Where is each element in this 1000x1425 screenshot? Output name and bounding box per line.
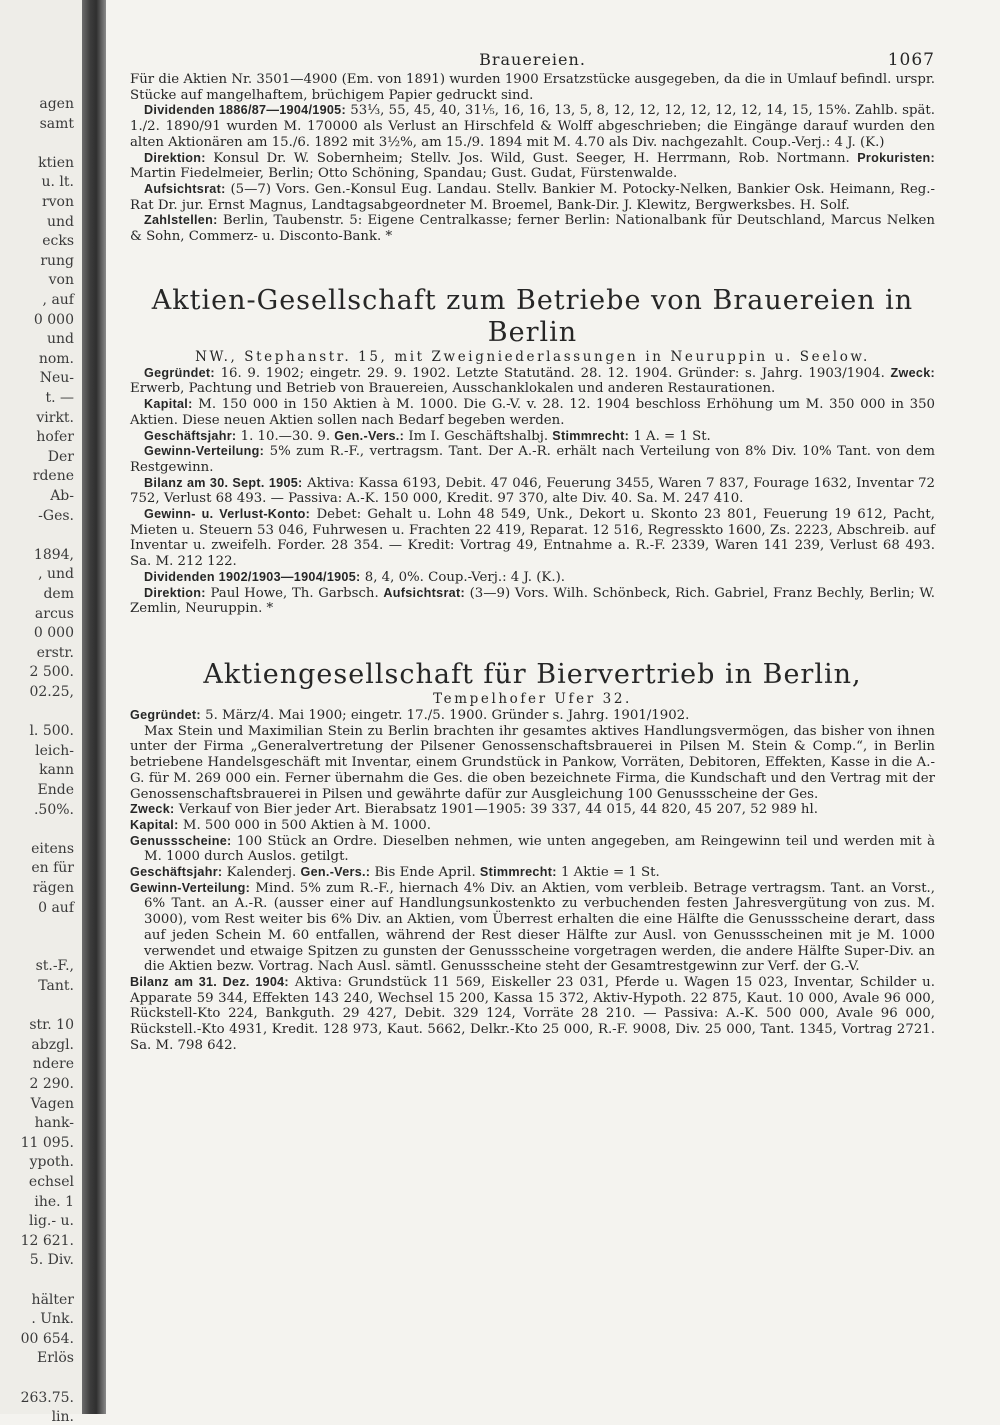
- direktion-text: Paul Howe, Th. Garbsch.: [210, 585, 379, 601]
- bilanz-text: Aktiva: Grundstück 11 569, Eiskeller 23 031, Pferde u. Wagen 15 023, Inventar, Schilder u. Apparate 59 344, Effekten 143 240, Wechsel 15 200, Kassa 15 372, Aktiv-Hypoth. 22 875, Kaut. 10 000, Avale 96 000, Rückstell-Kto 224, Bankguth. 29 427, Debit. 329 124, Vorräte 28 210. — Passiva: A.-K. 500 000, Avale 96 000, Rückstell.-Kto 4931, Kredit. 128 973, Kaut. 5662, Delkr.-Kto 25 000, R.-F. 9008, Div. 25 000, Tant. 1345, Vortrag 2721. Sa. M. 798 642.: [130, 974, 935, 1053]
- kapital-label: Kapital:: [144, 397, 193, 412]
- margin-fragment: -Ges.: [38, 507, 74, 524]
- genussscheine-label: Genussscheine:: [130, 833, 232, 848]
- genussscheine-text: 100 Stück an Ordre. Dieselben nehmen, wie unten angegeben, am Reingewinn teil und werden mit à M. 1000 durch Auslos. getilgt.: [144, 833, 935, 865]
- gegruendet-label: Gegründet:: [144, 365, 215, 380]
- aufsichtsrat-text: (5—7) Vors. Gen.-Konsul Eug. Landau. Stellv. Bankier M. Potocky-Nelken, Bankier Osk. Heimann, Reg.-Rat Dr. jur. Ernst Magnus, Landtagsabgeordneter M. Broemel, Bank-Dir. J. Klewitz, Bergwerksbes. H. Solf.: [130, 181, 936, 213]
- running-head: [130, 50, 935, 72]
- margin-fragment: hank-: [34, 1115, 74, 1132]
- margin-fragment: 0 000: [33, 625, 74, 642]
- margin-fragment: ktien: [38, 154, 74, 171]
- genvers-text: Bis Ende April.: [374, 865, 476, 881]
- direktion-text: Konsul Dr. W. Sobernheim; Stellv. Jos. Wild, Gust. Seeger, H. Herrmann, Rob. Nortmann.: [213, 150, 850, 166]
- margin-fragment: 12 621.: [20, 1232, 74, 1249]
- margin-fragment: 0 000: [33, 311, 74, 328]
- margin-fragment: t. —: [45, 390, 74, 406]
- margin-fragment: lig.- u.: [28, 1213, 74, 1230]
- company-address: NW., Stephanstr. 15, mit Zweigniederlassungen in Neuruppin u. Seelow.: [195, 348, 870, 365]
- gewinnverteilung-text: 5% zum R.-F., vertragsm. Tant. Der A.-R. erhält nach Verteilung von 8% Div. 10% Tant. von dem Restgewinn.: [130, 444, 936, 475]
- margin-fragment: rdene: [32, 468, 74, 485]
- margin-fragment: 2 500.: [29, 664, 74, 681]
- margin-fragment: Neu-: [39, 370, 74, 387]
- previous-entry-continuation: [130, 72, 935, 245]
- margin-fragment: , auf: [42, 292, 74, 308]
- margin-fragment: dem: [43, 586, 74, 602]
- aufsichtsrat-label: Aufsichtsrat:: [144, 181, 226, 196]
- dividenden-text: 8, 4, 0%. Coup.-Verj.: 4 J. (K.).: [364, 569, 566, 585]
- margin-fragment: Ab-: [50, 488, 74, 504]
- margin-fragment: .50%.: [33, 801, 74, 818]
- company-address: Tempelhofer Ufer 32.: [433, 690, 632, 707]
- gegruendet-entry: [130, 708, 935, 724]
- gewinnverteilung-label: Gewinn-Verteilung:: [130, 880, 251, 895]
- zahlstellen-label: Zahlstellen:: [144, 213, 218, 228]
- margin-fragment: ypoth.: [29, 1154, 74, 1171]
- bilanz-text: Aktiva: Kassa 6193, Debit. 47 046, Feuerung 3455, Waren 7 837, Fourage 1632, Inventar 72 752, Verlust 68 493. — Passiva: A.-K. 150 000, Kredit. 97 370, alte Div. 40. Sa. M. 247 410.: [130, 475, 935, 507]
- guv-text: Debet: Gehalt u. Lohn 48 549, Unk., Dekort u. Skonto 23 801, Feuerung 19 612, Pacht, Mieten u. Steuern 53 046, Fuhrwesen u. Frachten 22 419, Reparat. 12 516, Regresskto 1600, Zs. 2223, Abschreib. auf Inventar u. zweifelh. Forder. 28 354. — Kredit: Vortrag 49, Entnahme a. R.-F. 2339, Waren 141 239, Verlust 68 493. Sa. M. 212 122.: [130, 507, 935, 570]
- margin-fragment: hälter: [31, 1291, 74, 1308]
- aufsichtsrat-text: (3—9) Vors. Wilh. Schönbeck, Rich. Gabriel, Franz Bechly, Berlin; W. Zemlin, Neuruppin. *: [130, 585, 935, 617]
- margin-fragment: rvon: [41, 194, 74, 210]
- kapital-text: M. 500 000 in 500 Aktien à M. 1000.: [182, 817, 431, 833]
- zweck-text: Erwerb, Pachtung und Betrieb von Brauereien, Ausschanklokalen und anderen Restaurationen.: [130, 381, 776, 397]
- margin-fragment: 263.75.: [20, 1389, 74, 1406]
- direktion-entry: [130, 151, 935, 182]
- left-page-bleed: [0, 0, 82, 1425]
- margin-fragment: ndere: [32, 1056, 74, 1073]
- gegruendet-text: 5. März/4. Mai 1900; eingetr. 17./5. 1900. Gründer s. Jahrg. 1901/1902.: [205, 707, 690, 723]
- zahlstellen-text: Berlin, Taubenstr. 5: Eigene Centralkasse; ferner Berlin: Nationalbank für Deutschland, Marcus Nelken & Sohn, Commerz- u. Disconto-Bank. *: [130, 213, 935, 245]
- margin-fragment: 5. Div.: [29, 1252, 74, 1269]
- margin-fragment: ecks: [42, 233, 74, 250]
- geschaeftsjahr-label: Geschäftsjahr:: [144, 428, 237, 443]
- geschaeftsjahr-entry: [130, 865, 935, 881]
- margin-fragment: Tant.: [38, 978, 74, 994]
- margin-fragment: str. 10: [29, 1017, 74, 1034]
- margin-fragment: st.-F.,: [35, 958, 74, 975]
- gegruendet-entry: [130, 366, 935, 397]
- intro-paragraph: Max Stein und Maximilian Stein zu Berlin brachten ihr gesamtes aktives Handlungsvermögen, das bisher von ihnen unter der Firma „Generalvertretung der Pilsener Genossenschaftsbrauerei in Pilsen M. Stein & Comp.“, in Berlin betriebene Handelsgeschäft mit Inventar, einem Grundstück in Pankow, Vorräten, Debitoren, Effekten, Kasse in die A.-G. für M. 269 000 ein. Ferner übernahm die Ges. die oben bezeichnete Firma, die Kundschaft und den Vertrag mit der Genossenschaftsbrauerei in Pilsen und gewährte dafür zur Ausgleichung 100 Genussscheine der Ges.: [130, 723, 935, 802]
- genvers-text: Im I. Geschäftshalbj.: [408, 428, 549, 444]
- margin-fragment: , und: [38, 566, 74, 583]
- margin-fragment: 11 095.: [20, 1134, 74, 1151]
- margin-fragment: Vagen: [30, 1095, 74, 1112]
- margin-fragment: eitens: [31, 840, 74, 857]
- company-entry-brauereien-berlin: [130, 285, 935, 617]
- zweck-text: Verkauf von Bier jeder Art. Bierabsatz 1901—1905: 39 337, 44 015, 44 820, 45 207, 52 989 hl.: [178, 802, 818, 818]
- aufsichtsrat-label: Aufsichtsrat:: [383, 585, 465, 600]
- gewinnverteilung-entry: [130, 444, 935, 475]
- aufsichtsrat-entry: [130, 182, 935, 213]
- guv-label: Gewinn- u. Verlust-Konto:: [144, 507, 311, 522]
- zweck-entry: [130, 802, 935, 818]
- geschaeftsjahr-text: 1. 10.—30. 9.: [240, 428, 331, 444]
- page-number: 1067: [887, 50, 935, 70]
- page: [130, 50, 935, 1053]
- bilanz-entry: [130, 476, 935, 507]
- gewinnverteilung-entry: [130, 881, 935, 975]
- margin-fragment: virkt.: [36, 409, 74, 426]
- margin-fragment: leich-: [35, 742, 74, 759]
- genvers-label: Gen.-Vers.:: [300, 865, 371, 880]
- margin-fragment: 0 auf: [38, 899, 74, 916]
- kapital-entry: [130, 397, 935, 428]
- margin-fragment: 02.25,: [29, 684, 74, 700]
- margin-fragment: 00 654.: [20, 1330, 74, 1347]
- margin-fragment: ihe. 1: [34, 1193, 74, 1210]
- genussscheine-entry: [130, 834, 935, 865]
- margin-fragment: nom.: [38, 350, 74, 367]
- margin-fragment: rägen: [32, 880, 74, 896]
- kapital-label: Kapital:: [130, 817, 179, 832]
- geschaeftsjahr-label: Geschäftsjahr:: [130, 865, 223, 880]
- margin-fragment: und: [47, 213, 74, 230]
- gewinnverteilung-text: Mind. 5% zum R.-F., hiernach 4% Div. an Aktien, vom verbleib. Betrage vertragsm. Tant. an Vorst., 6% Tant. an A.-R. (ausser einer auf Handlungsunkostenkto zu verbuchenden festen Jahresvergütung von zus. M. 3000), vom Rest weiter bis 6% Div. an Aktien, vom Überrest erhalten die eine Hälfte die Genussscheine derart, dass auf jeden Schein M. 60 entfallen, während der Rest dieser Hälfte zur Ausl. von Genussscheinen mit je M. 1000 verwendet und etwaige Spitzen zu gunsten der Genussscheine vorgetragen werden, die andere Hälfte Super-Div. an die Aktien bezw. Vortrag. Nach Ausl. sämtl. Genussscheine steht der Gesamtrestgewinn zur Verf. der G.-V.: [144, 880, 935, 975]
- direktion-entry: [130, 586, 935, 617]
- aktien-note: Für die Aktien Nr. 3501—4900 (Em. von 1891) wurden 1900 Ersatzstücke ausgegeben, da die in Umlauf befindl. urspr. Stücke auf mangelhaftem, brüchigem Papier gedruckt sind.: [130, 72, 935, 103]
- gewinnverteilung-label: Gewinn-Verteilung:: [144, 444, 265, 459]
- margin-fragment: erstr.: [36, 644, 74, 661]
- margin-fragment: rung: [40, 252, 74, 269]
- stimmrecht-label: Stimmrecht:: [479, 865, 557, 880]
- company-title: Aktien-Gesellschaft zum Betriebe von Brauereien in Berlin: [151, 284, 914, 348]
- gegruendet-label: Gegründet:: [130, 707, 201, 722]
- margin-fragment: agen: [39, 96, 74, 112]
- gegruendet-text: 16. 9. 1902; eingetr. 29. 9. 1902. Letzte Statutänd. 28. 12. 1904. Gründer: s. Jahrg. 1903/1904.: [220, 365, 885, 381]
- zahlstellen-entry: [130, 213, 935, 244]
- direktion-label: Direktion:: [144, 150, 206, 165]
- margin-fragment: arcus: [34, 605, 74, 622]
- kapital-text: M. 150 000 in 150 Aktien à M. 1000. Die G.-V. v. 28. 12. 1904 beschloss Erhöhung um M. 350 000 in 350 Aktien. Diese neuen Aktien sollen nach Bedarf begeben werden.: [130, 397, 935, 428]
- stimmrecht-text: 1 A. = 1 St.: [633, 428, 711, 444]
- stimmrecht-label: Stimmrecht:: [552, 428, 630, 443]
- margin-fragment: Der: [47, 448, 74, 465]
- margin-fragment: echsel: [28, 1174, 74, 1190]
- margin-fragment: . Unk.: [31, 1311, 74, 1328]
- margin-fragment: und: [47, 331, 74, 348]
- margin-fragment: kann: [39, 762, 74, 779]
- company-entry-biervertrieb-berlin: [130, 659, 935, 1053]
- company-title: Aktiengesellschaft für Biervertrieb in Berlin,: [203, 658, 862, 690]
- genvers-label: Gen.-Vers.:: [334, 428, 405, 443]
- dividenden-label: Dividenden 1886/87—1904/1905:: [144, 103, 346, 118]
- kapital-entry: [130, 818, 935, 834]
- dividenden-entry: [130, 570, 935, 586]
- margin-fragment: hofer: [36, 429, 74, 446]
- prokuristen-label: Prokuristen:: [857, 150, 935, 165]
- dividenden-label: Dividenden 1902/1903—1904/1905:: [144, 569, 361, 584]
- geschaeftsjahr-entry: [130, 429, 935, 445]
- direktion-label: Direktion:: [144, 585, 206, 600]
- margin-fragment: lin.: [51, 1409, 74, 1425]
- zweck-label: Zweck:: [890, 365, 935, 380]
- book-gutter: [82, 0, 106, 1414]
- geschaeftsjahr-text: Kalenderj.: [226, 865, 297, 881]
- stimmrecht-text: 1 Aktie = 1 St.: [560, 865, 660, 881]
- margin-fragment: abzgl.: [31, 1036, 74, 1053]
- dividenden-entry: [130, 103, 935, 150]
- margin-fragment: Erlös: [36, 1350, 74, 1367]
- bilanz-label: Bilanz am 30. Sept. 1905:: [144, 475, 303, 490]
- running-title: Brauereien.: [479, 50, 586, 69]
- margin-fragment: 2 290.: [29, 1076, 74, 1092]
- margin-fragment: u. lt.: [41, 174, 74, 191]
- dividenden-text: 53⅓, 55, 45, 40, 31⅕, 16, 16, 13, 5, 8, 12, 12, 12, 12, 12, 12, 14, 15, 15%. Zahlb. spät. 1./2. 1890/91 wurden M. 170000 als Verlust an Hirschfeld & Wolff abgeschrieben; die Eingänge darauf wurden den alten Aktionären am 15./6. 1892 mit 3½%, am 15./9. 1894 mit M. 4.70 als Div. nachgezahlt. Coup.-Verj.: 4 J. (K.): [130, 103, 935, 150]
- bilanz-label: Bilanz am 31. Dez. 1904:: [130, 974, 289, 989]
- guv-entry: [130, 507, 935, 570]
- margin-fragment: 1894,: [33, 546, 74, 563]
- zweck-label: Zweck:: [130, 802, 175, 817]
- margin-fragment: samt: [39, 115, 74, 132]
- prokuristen-text: Martin Fiedelmeier, Berlin; Otto Schöning, Spandau; Gust. Gudat, Fürstenwalde.: [130, 166, 678, 182]
- margin-fragment: l. 500.: [29, 723, 74, 740]
- margin-fragment: von: [48, 272, 74, 289]
- margin-fragment: en für: [31, 860, 74, 877]
- bilanz-entry: [130, 975, 935, 1054]
- margin-fragment: Ende: [37, 782, 74, 798]
